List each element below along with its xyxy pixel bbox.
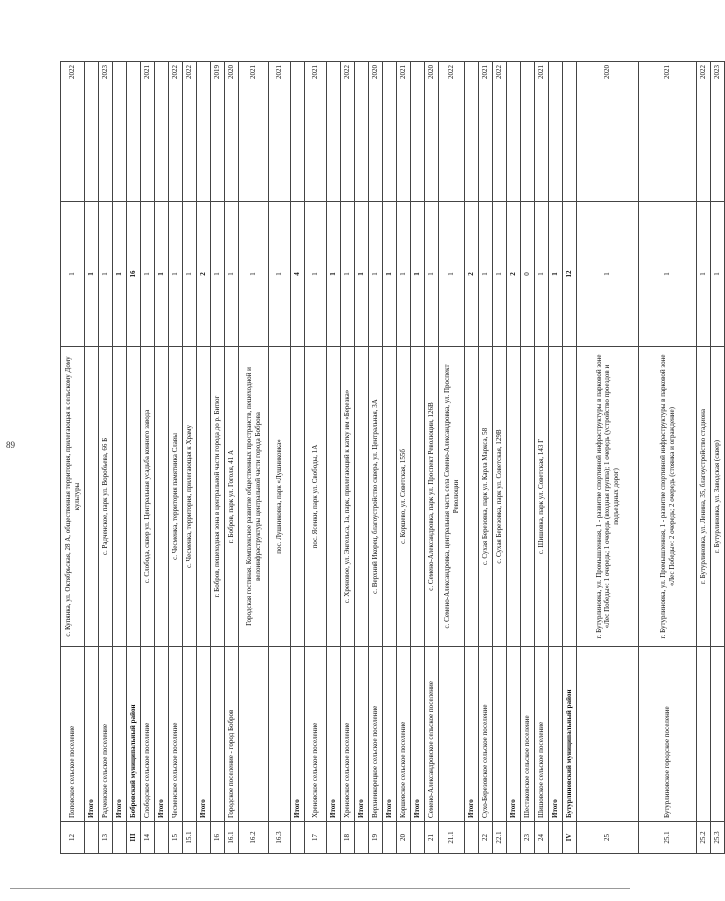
row-number-cell: 17 [305,822,327,854]
row-count-cell: 1 [113,202,127,347]
row-object-cell: г. Бобров, пешеходная зона в центральной части города до р. Битюг [211,347,225,647]
table-row [521,62,535,854]
table-row [113,62,127,854]
row-year-cell: 2021 [269,62,291,202]
row-number-cell: 14 [141,822,155,854]
row-year-cell [549,62,563,202]
page-number: 89 [6,440,15,450]
row-number-cell: 20 [397,822,411,854]
row-year-cell: 2022 [183,62,197,202]
row-year-cell [521,62,535,202]
table-row [183,62,197,854]
row-number-cell: 16.2 [239,822,269,854]
row-count-cell: 2 [197,202,211,347]
table-row [225,62,239,854]
row-name-cell: Хреновское сельское поселение [341,647,355,822]
row-object-cell [355,347,369,647]
row-object-cell: с. Радченское, парк ул. Воробьева, 66 Б [99,347,113,647]
table-row [211,62,225,854]
row-count-cell: 1 [169,202,183,347]
row-count-cell: 12 [563,202,577,347]
row-number-cell: 22 [479,822,493,854]
row-year-cell: 2022 [697,62,711,202]
row-count-cell: 4 [291,202,305,347]
table-row [439,62,465,854]
row-count-cell: 1 [439,202,465,347]
table-row [479,62,493,854]
row-year-cell [411,62,425,202]
row-number-cell: 16 [211,822,225,854]
row-year-cell: 2021 [239,62,269,202]
row-name-cell [239,647,269,822]
row-object-cell [465,347,479,647]
row-name-cell: Итого [465,647,479,822]
row-number-cell [411,822,425,854]
row-object-cell [549,347,563,647]
row-name-cell: Бутурлиновское городское поселение [639,647,697,822]
row-name-cell: Верхнеикорецкое сельское поселение [369,647,383,822]
row-count-cell: 1 [711,202,725,347]
row-number-cell [291,822,305,854]
row-year-cell: 2020 [225,62,239,202]
row-year-cell [155,62,169,202]
row-object-cell: г. Бутурлиновка, ул. Промышленная, 1 - развитие спортивной инфраструктуры в парковой зоне «Лес Победы»: 1 очередь; 1 очередь (входная группа); 1 очередь (устройство проездов и подъездных дорог) [577,347,639,647]
row-object-cell: с. Купянка, ул. Октябрьская, 28 А, общественная территория, прилегающая к сельскому Дому культуры [61,347,85,647]
row-year-cell [507,62,521,202]
row-object-cell: с. Семено-Александровка, центральная часть села Семено-Александровка, ул. Проспект Революции [439,347,465,647]
row-count-cell: 1 [577,202,639,347]
table-row [397,62,411,854]
row-count-cell: 16 [127,202,141,347]
row-year-cell: 2021 [479,62,493,202]
table-row [355,62,369,854]
row-number-cell [327,822,341,854]
row-number-cell [155,822,169,854]
row-name-cell: Итого [383,647,397,822]
table-row [563,62,577,854]
row-name-cell: Итого [507,647,521,822]
row-number-cell: 15.1 [183,822,197,854]
row-name-cell: Слободское сельское поселение [141,647,155,822]
row-number-cell [85,822,99,854]
row-name-cell: Итого [411,647,425,822]
row-number-cell: 21.1 [439,822,465,854]
row-year-cell [127,62,141,202]
row-count-cell: 1 [341,202,355,347]
row-name-cell: Сухо-Березовское сельское поселение [479,647,493,822]
row-name-cell: Итого [113,647,127,822]
row-name-cell: Шестаковское сельское поселение [521,647,535,822]
table-row [85,62,99,854]
row-count-cell: 1 [225,202,239,347]
table-row [507,62,521,854]
table-row [341,62,355,854]
table-row [305,62,327,854]
row-year-cell: 2022 [341,62,355,202]
row-object-cell: г. Бутурлиновка, ул. Промышленная, 1 - развитие спортивной инфраструктуры в парковой зоне «Лес Победы»: 2 очередь; 2 очередь (стоянка и ограждение) [639,347,697,647]
row-year-cell [291,62,305,202]
table-row [197,62,211,854]
row-count-cell: 1 [397,202,411,347]
row-object-cell: с. Коршево, ул. Советская, 155б [397,347,411,647]
row-object-cell [127,347,141,647]
row-number-cell: 19 [369,822,383,854]
row-name-cell: Поповское сельское поселение [61,647,85,822]
row-number-cell: 16.3 [269,822,291,854]
row-count-cell: 1 [211,202,225,347]
row-name-cell [211,647,225,822]
row-count-cell: 1 [383,202,397,347]
row-name-cell [439,647,465,822]
row-name-cell: Итого [327,647,341,822]
row-number-cell: 18 [341,822,355,854]
row-object-cell: пос. Ясенки, парк ул. Свободы, 1А [305,347,327,647]
row-name-cell: Коршевское сельское поселение [397,647,411,822]
objects-table [60,61,725,854]
row-year-cell: 2020 [425,62,439,202]
row-count-cell: 2 [507,202,521,347]
row-year-cell: 2022 [61,62,85,202]
table-body [61,62,725,854]
row-object-cell [521,347,535,647]
row-name-cell: Семено-Александровское сельское поселение [425,647,439,822]
row-number-cell: 25 [577,822,639,854]
row-count-cell: 1 [425,202,439,347]
row-count-cell: 1 [305,202,327,347]
table-row [291,62,305,854]
row-year-cell: 2021 [141,62,155,202]
row-count-cell: 1 [369,202,383,347]
table-row [549,62,563,854]
rotated-table-container [60,62,722,854]
table-row [141,62,155,854]
row-object-cell: г. Бутурлиновка, ул. Заводская (сквер) [711,347,725,647]
row-number-cell: 25.1 [639,822,697,854]
row-name-cell: Шишовское сельское поселение [535,647,549,822]
row-name-cell [493,647,507,822]
row-name-cell: Итого [85,647,99,822]
row-count-cell: 1 [355,202,369,347]
row-name-cell: Бобровский муниципальный район [127,647,141,822]
row-year-cell: 2022 [439,62,465,202]
table-row [577,62,639,854]
row-name-cell [183,647,197,822]
row-name-cell: Итого [197,647,211,822]
row-name-cell: Итого [155,647,169,822]
row-count-cell: 1 [411,202,425,347]
row-year-cell: 2021 [639,62,697,202]
table-row [369,62,383,854]
row-count-cell: 1 [183,202,197,347]
row-year-cell [383,62,397,202]
row-count-cell: 1 [493,202,507,347]
row-year-cell: 2023 [99,62,113,202]
row-number-cell: 22.1 [493,822,507,854]
row-object-cell: с. Сухая Березовка, парк ул. Карла Маркса, 58 [479,347,493,647]
row-number-cell [197,822,211,854]
row-count-cell: 0 [521,202,535,347]
row-number-cell [507,822,521,854]
row-name-cell: Городское поселение - город Бобров [225,647,239,822]
row-count-cell: 1 [535,202,549,347]
row-name-cell [711,647,725,822]
row-count-cell: 1 [61,202,85,347]
row-object-cell: с. Хреновое, ул. Энгельса, 1а, парк, прилегающий к катку им «Березка» [341,347,355,647]
table-row [711,62,725,854]
row-year-cell: 2020 [369,62,383,202]
row-count-cell: 1 [697,202,711,347]
row-name-cell [697,647,711,822]
row-object-cell [383,347,397,647]
table-row [383,62,397,854]
row-count-cell: 1 [141,202,155,347]
row-number-cell: 21 [425,822,439,854]
table-row [639,62,697,854]
footer-divider [10,888,630,889]
row-year-cell [197,62,211,202]
row-name-cell: Итого [355,647,369,822]
row-year-cell: 2022 [493,62,507,202]
table-row [169,62,183,854]
row-object-cell: г. Бобров, парк ул. Гоголя, 41 А [225,347,239,647]
row-number-cell: III [127,822,141,854]
row-count-cell: 2 [465,202,479,347]
row-year-cell [355,62,369,202]
row-count-cell: 1 [85,202,99,347]
row-number-cell [355,822,369,854]
row-object-cell: г. Бутурлиновка, ул. Ленина, 35, благоустройство стадиона [697,347,711,647]
row-object-cell: с. Шишовка, парк ул. Советская, 143 Г [535,347,549,647]
row-count-cell: 1 [239,202,269,347]
table-row [99,62,113,854]
row-number-cell: 25.2 [697,822,711,854]
row-object-cell [291,347,305,647]
row-number-cell: IV [563,822,577,854]
row-object-cell: с. Чесменка, территория памятника Славы [169,347,183,647]
row-name-cell [269,647,291,822]
row-object-cell: с. Чесменка, территория, прилегающая к Храму [183,347,197,647]
row-name-cell: Радченское сельское поселение [99,647,113,822]
row-year-cell: 2022 [169,62,183,202]
row-count-cell: 1 [479,202,493,347]
row-object-cell [113,347,127,647]
row-number-cell: 12 [61,822,85,854]
row-number-cell: 16.1 [225,822,239,854]
row-name-cell: Итого [549,647,563,822]
row-year-cell [327,62,341,202]
row-year-cell: 2021 [305,62,327,202]
row-year-cell [465,62,479,202]
table-row [493,62,507,854]
row-count-cell: 1 [99,202,113,347]
row-year-cell: 2020 [577,62,639,202]
row-count-cell: 1 [155,202,169,347]
row-name-cell: Чесменское сельское поселение [169,647,183,822]
row-number-cell: 23 [521,822,535,854]
table-row [239,62,269,854]
row-object-cell: пос. Лушниковка, парк «Лушниковка» [269,347,291,647]
table-row [411,62,425,854]
row-name-cell [577,647,639,822]
row-count-cell: 1 [549,202,563,347]
row-object-cell: с. Семено-Александровка, парк ул. Проспект Революции, 126В [425,347,439,647]
row-number-cell [549,822,563,854]
row-count-cell: 1 [327,202,341,347]
row-year-cell: 2021 [535,62,549,202]
row-object-cell [327,347,341,647]
row-year-cell: 2019 [211,62,225,202]
row-object-cell [155,347,169,647]
rotated-table-frame [60,62,722,854]
table-row [465,62,479,854]
row-object-cell: с. Сухая Березовка, парк ул. Советская, 129В [493,347,507,647]
row-number-cell [465,822,479,854]
table-row [155,62,169,854]
row-number-cell [383,822,397,854]
table-row [535,62,549,854]
row-number-cell: 25.3 [711,822,725,854]
row-name-cell: Хреновское сельское поселение [305,647,327,822]
row-name-cell: Бутурлиновский муниципальный район [563,647,577,822]
row-year-cell [563,62,577,202]
table-row [61,62,85,854]
row-year-cell [113,62,127,202]
row-object-cell [85,347,99,647]
row-object-cell [197,347,211,647]
row-object-cell [563,347,577,647]
table-row [327,62,341,854]
row-object-cell: Городская гостиная. Комплексное развитие общественных пространств, пешеходной и велоинфраструктуры центральной части города Боброва [239,347,269,647]
row-object-cell [411,347,425,647]
row-number-cell: 13 [99,822,113,854]
row-year-cell: 2021 [397,62,411,202]
row-year-cell: 2023 [711,62,725,202]
row-count-cell: 1 [269,202,291,347]
table-row [127,62,141,854]
row-number-cell: 24 [535,822,549,854]
row-name-cell: Итого [291,647,305,822]
table-row [425,62,439,854]
table-row [697,62,711,854]
table-row [269,62,291,854]
row-number-cell: 15 [169,822,183,854]
row-number-cell [113,822,127,854]
row-count-cell: 1 [639,202,697,347]
row-object-cell [507,347,521,647]
row-object-cell: с. Слобода, сквер ул. Центральная усадьба конного завода [141,347,155,647]
row-object-cell: с. Верхний Икорец, благоустройство сквера, ул. Центральная, 3А [369,347,383,647]
row-year-cell [85,62,99,202]
